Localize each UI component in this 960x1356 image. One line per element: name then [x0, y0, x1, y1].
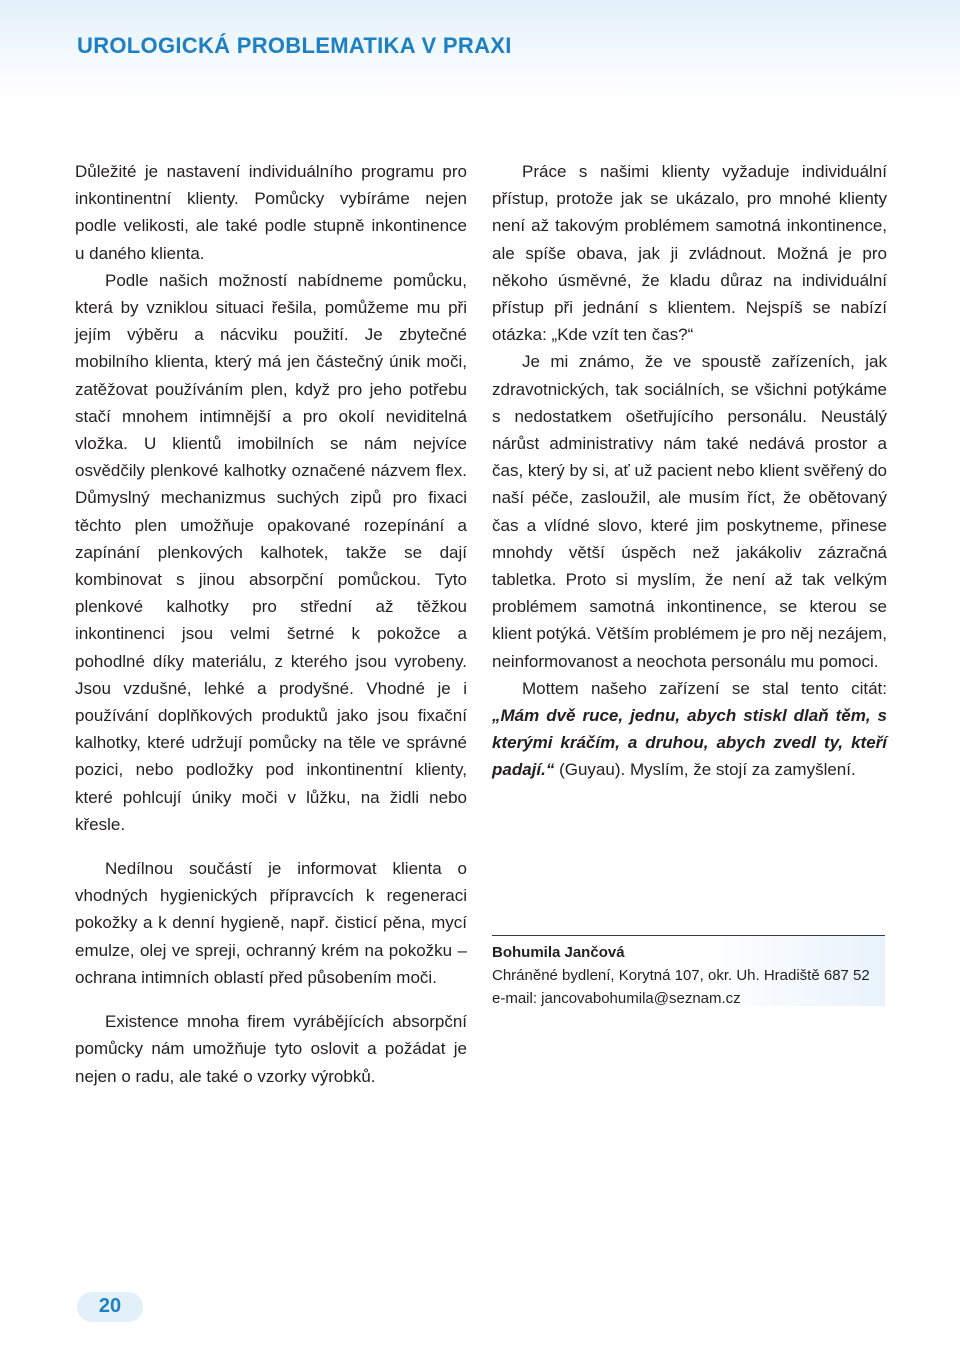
author-email: e-mail: jancovabohumila@seznam.cz: [492, 990, 741, 1007]
author-name: Bohumila Jančová: [492, 944, 625, 961]
page-number-badge: [77, 1292, 143, 1322]
paragraph-aids-selection: Podle našich možností nabídneme pomůcku, která by vzniklou situaci řešila, pomůžeme mu při jejím výběru a nácviku použití. Je zbytečné mobilního klienta, který má jen částečný únik moči, zatěžovat používáním plen, když pro jeho potřebu stačí mnohem intimnější a pro okolí neviditelná vložka. U klientů imobilních se nám nejvíce osvědčily plenkové kalhotky označené názvem flex. Důmyslný mechanizmus suchých zipů pro fixaci těchto plen umožňuje opakované rozepínání a zapínání plenkových kalhotek, takže se dají kombinovat s jinou absorpční pomůckou. Tyto plenkové kalhotky pro střední až těžkou inkontinenci jsou velmi šetrné k pokožce a pohodlné díky materiálu, z kterého jsou vyrobeny. Jsou vzdušné, lehké a prodyšné. Vhodné je i používání doplňkových produktů jako jsou fixační kalhotky, které udržují pomůcky na těle ve správné pozici, nebo podložky pod inkontinentní klienty, které pohlcují úniky moči v lůžku, na židli nebo křesle.: [75, 270, 467, 834]
paragraph-staff-shortage: Je mi známo, že ve spoustě zařízeních, jak zdravotnických, tak sociálních, se všichni potýkáme s nedostatkem ošetřujícího personálu. Neustálý nárůst administrativy nám také nedává prostor a čas, který by si, ať už pacient nebo klient svěřený do naší péče, zasloužil, ale musím říct, že obětovaný čas a vlídné slovo, které jim poskytneme, přinese mnohdy větší úspěch než jakákoliv zázračná tabletka. Proto si myslím, že není až tak velkým problémem samotná inkontinence, se kterou se klient potýká. Větším problémem je pro něj nezájem, neinformovanost a neochota personálu mu pomoci.: [492, 352, 887, 671]
page-header-title: UROLOGICKÁ PROBLEMATIKA V PRAXI: [77, 33, 512, 58]
paragraph-motto: [492, 675, 887, 784]
author-address: Chráněné bydlení, Korytná 107, okr. Uh. Hradiště 687 52: [492, 967, 870, 984]
page-number: 20: [98, 1295, 122, 1317]
paragraph-manufacturers: Existence mnoha firem vyrábějících absorpční pomůcky nám umožňuje tyto oslovit a požádat je nejen o radu, ale také o vzorky výrobků.: [75, 1012, 467, 1086]
motto-outro: (Guyau). Myslím, že stojí za zamyšlení.: [554, 760, 856, 780]
author-box: [492, 935, 885, 1006]
paragraph-individual-program: Důležité je nastavení individuálního programu pro inkontinentní klienty. Pomůcky vybíráme nejen podle velikosti, ale také podle stupně inkontinence u daného klienta.: [75, 162, 467, 263]
motto-quote: „Mám dvě ruce, jednu, abych stiskl dlaň těm, s kterými kráčím, a druhou, abych zvedl ty, kteří padají.“: [492, 706, 887, 780]
left-column: [75, 158, 467, 1090]
motto-intro: Mottem našeho zařízení se stal tento citát:: [522, 678, 887, 698]
paragraph-individual-approach: Práce s našimi klienty vyžaduje individuální přístup, protože jak se ukázalo, pro mnohé klienty není až takovým problémem samotná inkontinence, ale spíše obava, jak ji zvládnout. Možná je pro někoho úsměvné, že kladu důraz na individuální přístup při jednání s klientem. Nejspíš se nabízí otázka: „Kde vzít ten čas?“: [492, 162, 887, 345]
right-column: [492, 158, 887, 784]
paragraph-hygiene-products: Nedílnou součástí je informovat klienta o vhodných hygienických přípravcích k regeneraci pokožky a k denní hygieně, např. čisticí pěna, mycí emulze, olej ve spreji, ochranný krém na pokožku – ochrana intimních oblastí před působením moči.: [75, 859, 467, 987]
